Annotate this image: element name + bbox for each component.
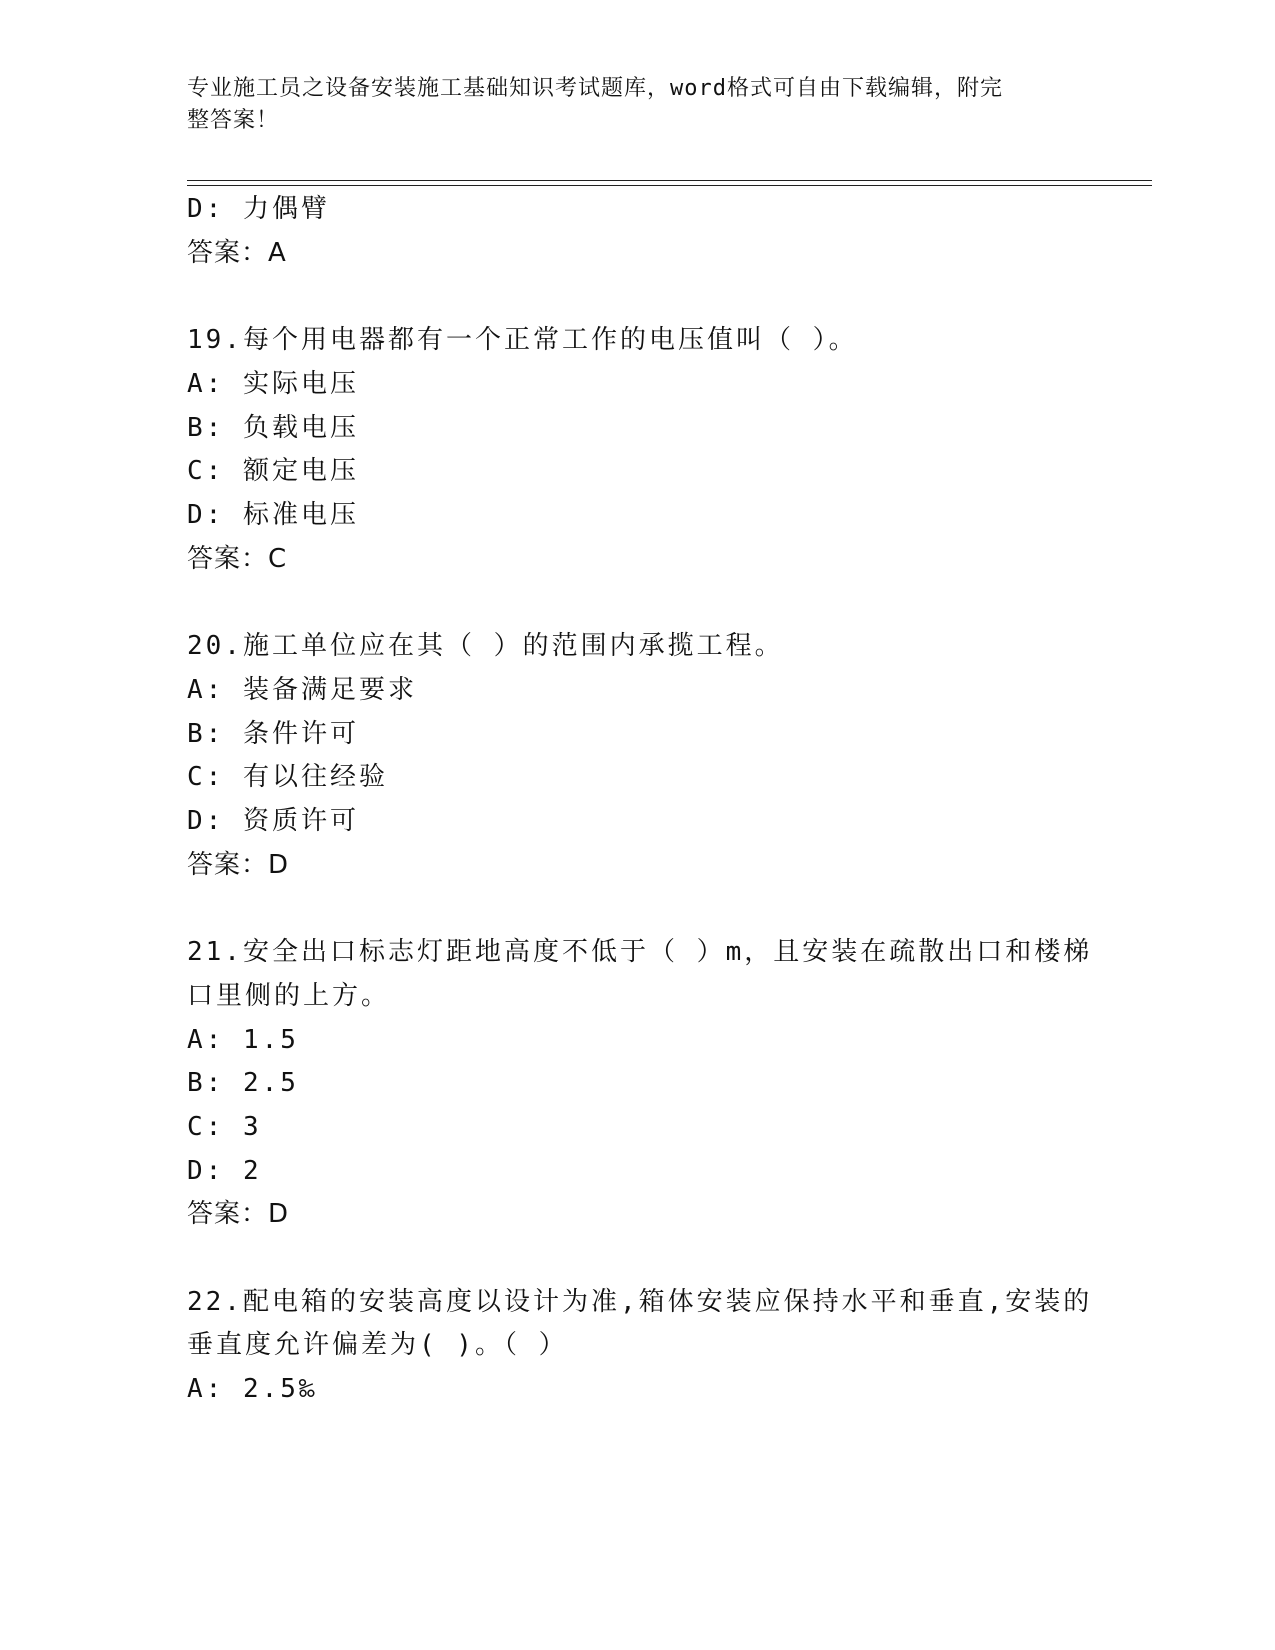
header-line-1: 专业施工员之设备安装施工基础知识考试题库，word格式可自由下载编辑，附完: [187, 76, 1003, 101]
q21-option-d: D: 2: [187, 1156, 262, 1186]
q20-option-d: D: 资质许可: [187, 806, 359, 836]
prev-answer: 答案：A: [187, 238, 287, 268]
q19-option-c: C: 额定电压: [187, 456, 359, 486]
document-header: [187, 73, 1067, 137]
q19-option-a: A: 实际电压: [187, 369, 359, 399]
q22-stem-line-2: 垂直度允许偏差为( )。（ ）: [187, 1330, 568, 1360]
header-divider-bottom: [187, 185, 1152, 186]
q21-stem-line-1: 21.安全出口标志灯距地高度不低于（ ）m，且安装在疏散出口和楼梯: [187, 937, 1093, 967]
q21-option-a: A: 1.5: [187, 1025, 299, 1055]
q19-option-d: D: 标准电压: [187, 500, 359, 530]
q20-option-c: C: 有以往经验: [187, 762, 388, 792]
q19-option-b: B: 负载电压: [187, 413, 359, 443]
q21-answer: 答案：D: [187, 1199, 290, 1229]
q22-stem-line-1: 22.配电箱的安装高度以设计为准,箱体安装应保持水平和垂直,安装的: [187, 1287, 1093, 1317]
q20-answer: 答案：D: [187, 850, 290, 880]
q21-option-b: B: 2.5: [187, 1068, 299, 1098]
q21-stem-line-2: 口里侧的上方。: [187, 981, 391, 1011]
q20-stem: 20.施工单位应在其（ ）的范围内承揽工程。: [187, 631, 784, 661]
q19-stem: 19.每个用电器都有一个正常工作的电压值叫（ ）。: [187, 325, 858, 355]
q22-option-a: A: 2.5‰: [187, 1374, 318, 1404]
q20-option-a: A: 装备满足要求: [187, 675, 417, 705]
q21-option-c: C: 3: [187, 1112, 262, 1142]
prev-option-d: D: 力偶臂: [187, 194, 330, 224]
q20-option-b: B: 条件许可: [187, 719, 359, 749]
q19-answer: 答案：C: [187, 544, 288, 574]
header-line-2: 整答案！: [187, 108, 280, 133]
header-divider-top: [187, 180, 1152, 181]
